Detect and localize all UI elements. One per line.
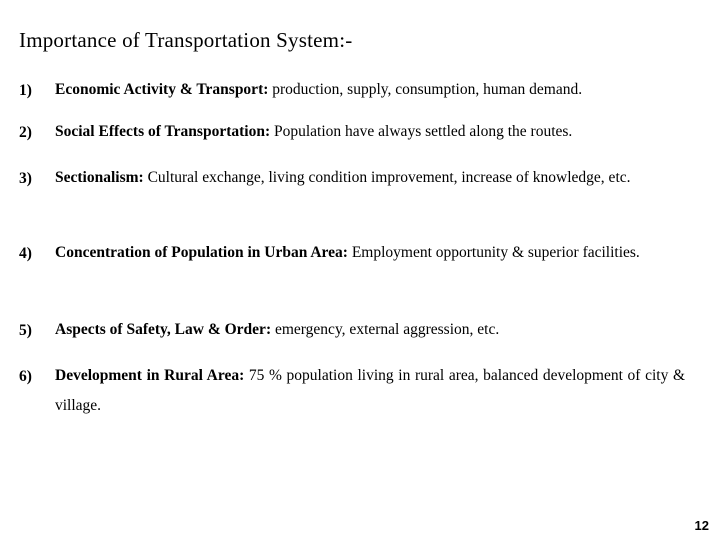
item-text: Employment opportunity & superior facilities.	[351, 244, 640, 261]
item-heading: Concentration of Population in Urban Area:	[55, 244, 348, 261]
item-body	[55, 315, 685, 345]
item-number: 6)	[19, 368, 32, 385]
item-body	[55, 361, 685, 421]
item-text: 75 % population living in rural area, balanced development of city & village.	[55, 367, 686, 414]
item-number: 1)	[19, 82, 32, 99]
item-text: emergency, external aggression, etc.	[274, 321, 500, 338]
item-heading: Aspects of Safety, Law & Order:	[55, 321, 272, 338]
item-heading: Social Effects of Transportation:	[55, 123, 271, 140]
item-number: 2)	[19, 124, 32, 141]
item-text: production, supply, consumption, human demand.	[272, 81, 583, 98]
item-heading: Sectionalism:	[55, 169, 144, 186]
item-body	[55, 238, 685, 268]
item-body	[55, 163, 685, 193]
item-number: 5)	[19, 322, 32, 339]
page-title: Importance of Transportation System:-	[19, 28, 353, 52]
item-heading: Development in Rural Area:	[55, 367, 245, 384]
item-number: 4)	[19, 245, 32, 262]
item-heading: Economic Activity & Transport:	[55, 81, 269, 98]
page-number: 12	[694, 518, 709, 533]
item-text: Cultural exchange, living condition improvement, increase of knowledge, etc.	[147, 169, 631, 186]
item-body	[55, 75, 685, 105]
item-body	[55, 117, 685, 147]
item-text: Population have always settled along the routes.	[274, 123, 573, 140]
item-number: 3)	[19, 170, 32, 187]
